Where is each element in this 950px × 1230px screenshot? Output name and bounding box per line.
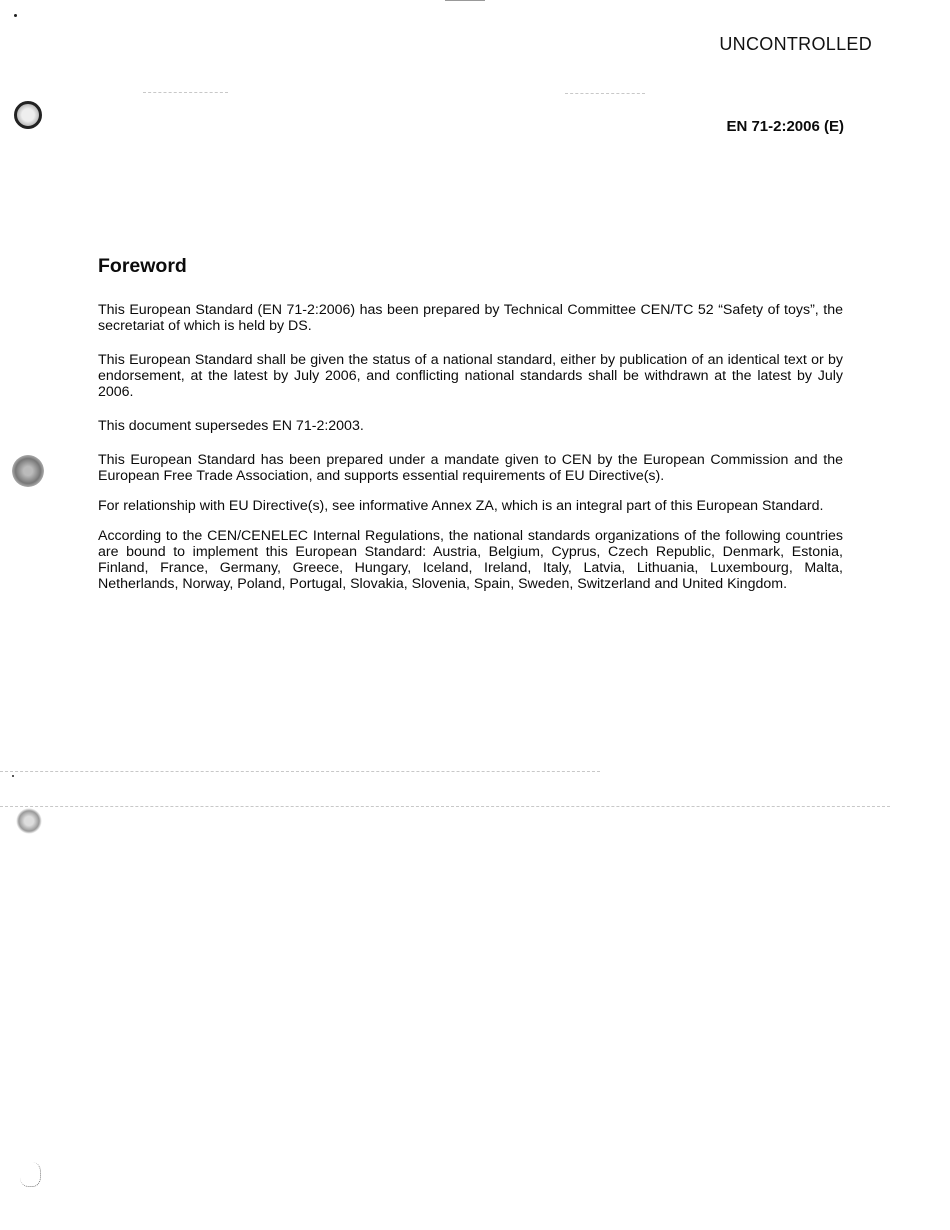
document-id: EN 71-2:2006 (E) xyxy=(726,118,844,135)
section-heading: Foreword xyxy=(98,255,187,277)
binder-hole xyxy=(12,455,44,487)
paragraph: This European Standard shall be given the status of a national standard, either by publication of an identical text or by endorsement, at the latest by July 2006, and conflicting national standards shall be withdrawn at the latest by July 2006. xyxy=(98,352,843,400)
foreword-body xyxy=(98,302,843,610)
scan-line xyxy=(143,92,228,94)
scan-line xyxy=(0,771,600,773)
binder-hole xyxy=(14,101,42,129)
paragraph: For relationship with EU Directive(s), see informative Annex ZA, which is an integral part of this European Standard. xyxy=(98,498,824,514)
scan-line xyxy=(565,93,645,95)
scan-speck xyxy=(12,775,14,777)
paragraph: This document supersedes EN 71-2:2003. xyxy=(98,418,364,434)
scan-speck xyxy=(14,14,17,17)
paragraph: This European Standard (EN 71-2:2006) has been prepared by Technical Committee CEN/TC 52 “Safety of toys”, the secretariat of which is held by DS. xyxy=(98,302,843,334)
paragraph: This European Standard has been prepared under a mandate given to CEN by the European Commission and the European Free Trade Association, and supports essential requirements of EU Directive(s). xyxy=(98,452,843,484)
binder-hole xyxy=(16,808,42,834)
uncontrolled-stamp: UNCONTROLLED xyxy=(719,34,872,54)
binder-hole xyxy=(20,1162,41,1187)
scan-line xyxy=(445,0,485,2)
paragraph: According to the CEN/CENELEC Internal Regulations, the national standards organizations of the following countries are bound to implement this European Standard: Austria, Belgium, Cyprus, Czech Republic, Denmark, Estonia, Finland, France, Germany, Greece, Hungary, Iceland, Ireland, Italy, Latvia, Lithuania, Luxembourg, Malta, Netherlands, Norway, Poland, Portugal, Slovakia, Slovenia, Spain, Sweden, Switzerland and United Kingdom. xyxy=(98,528,843,592)
scan-line xyxy=(0,806,890,808)
